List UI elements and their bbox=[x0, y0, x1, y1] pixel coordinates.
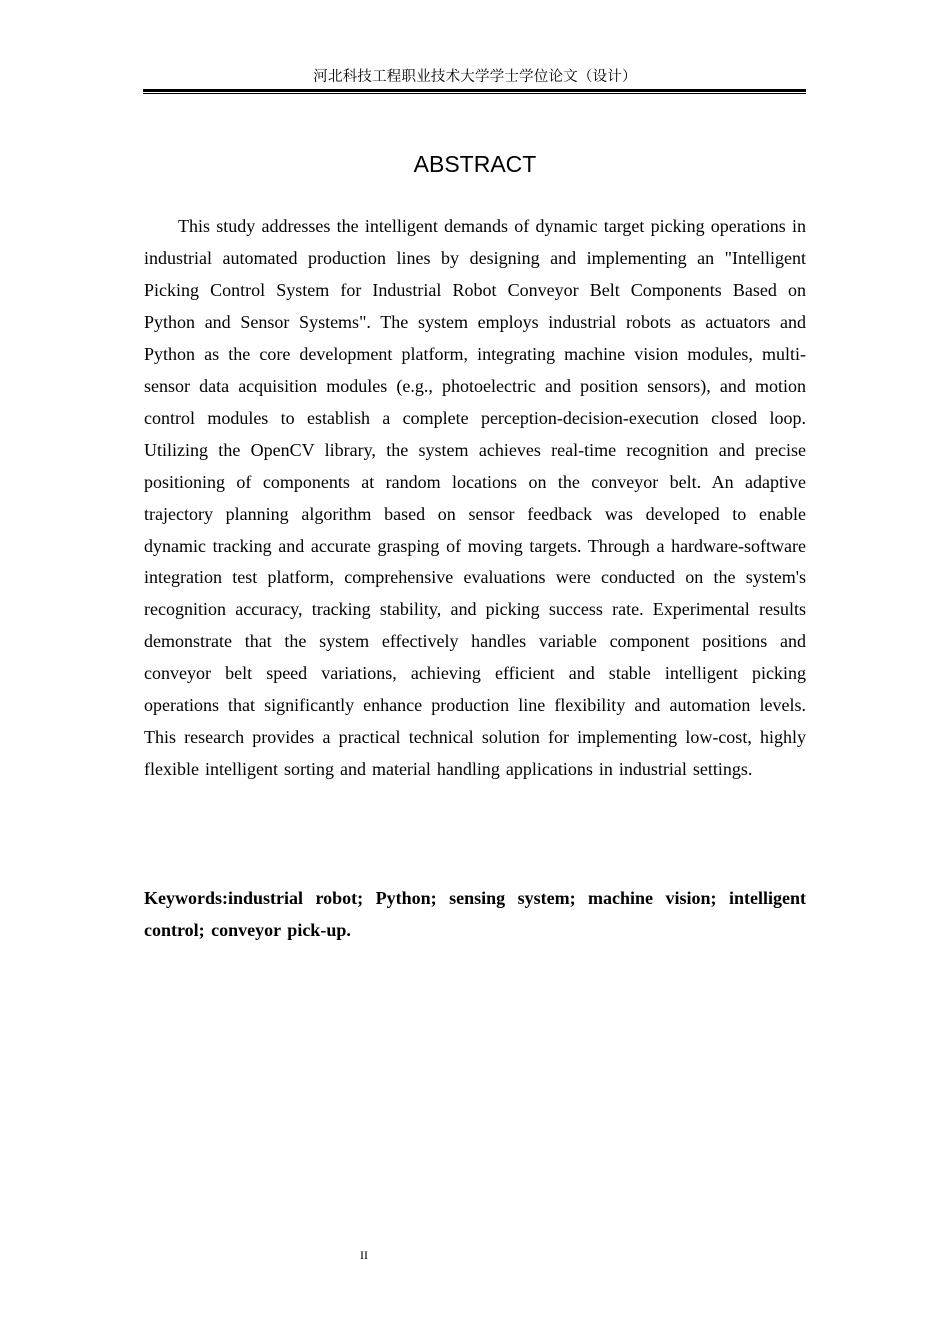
page-number: II bbox=[360, 1248, 368, 1262]
keywords: Keywords:industrial robot; Python; sensing system; machine vision; intelligent control; conveyor pick-up. bbox=[144, 888, 806, 940]
header-rule-thin bbox=[143, 93, 806, 94]
running-header: 河北科技工程职业技术大学学士学位论文（设计） bbox=[313, 69, 637, 85]
abstract-title: ABSTRACT bbox=[413, 151, 537, 177]
abstract-body: This study addresses the intelligent demands of dynamic target picking operations in industrial automated production lines by designing and implementing an "Intelligent Picking Control System for Industrial Robot Conveyor Belt Components Based on Python and Sensor Systems". The system employs industrial robots as actuators and Python as the core development platform, integrating machine vision modules, multi-sensor data acquisition modules (e.g., photoelectric and position sensors), and motion control modules to establish a complete perception-decision-execution closed loop. Utilizing the OpenCV library, the system achieves real-time recognition and precise positioning of components at random locations on the conveyor belt. An adaptive trajectory planning algorithm based on sensor feedback was developed to enable dynamic tracking and accurate grasping of moving targets. Through a hardware-software integration test platform, comprehensive evaluations were conducted on the system's recognition accuracy, tracking stability, and picking success rate. Experimental results demonstrate that the system effectively handles variable component positions and conveyor belt speed variations, achieving efficient and stable intelligent picking operations that significantly enhance production line flexibility and automation levels. This research provides a practical technical solution for implementing low-cost, highly flexible intelligent sorting and material handling applications in industrial settings. bbox=[144, 216, 806, 780]
header-rule-thick bbox=[143, 89, 806, 92]
